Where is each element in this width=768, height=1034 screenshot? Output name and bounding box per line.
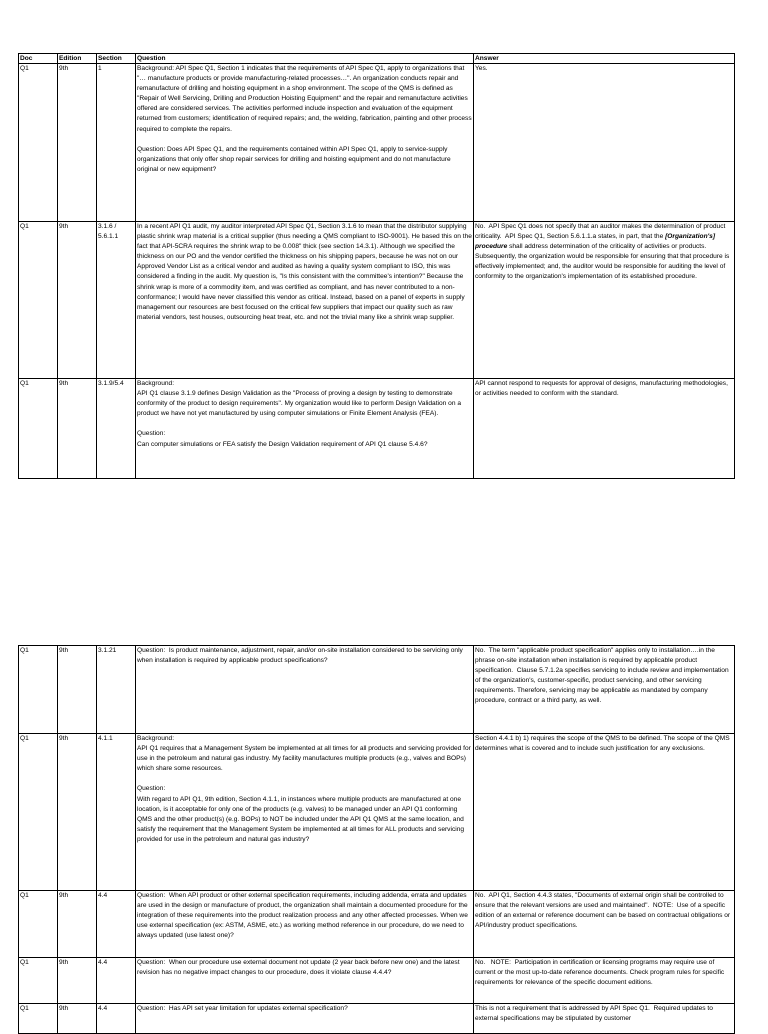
cell-question: Background: API Spec Q1, Section 1 indicates that the requirements of API Spec Q1, apply to organizations that "… manufacture products or provide manufacturing-related processes…". An organization conducts repair and remanufacture of drilling and hoisting equipment in a shop environment. The scope of the QMS is defined as "Repair of Well Servicing, Drilling and Production Hoisting Equipment" and the repair and remanufacture activities offered are considered services. The activities performed include inspection and evaluation of the equipment returned from customers; identification of required repairs; and, the welding, fabrication, painting and other process required to complete the repairs. Question: Does API Spec Q1, and the requirements contained within API Spec Q1, apply to service-supply organizations that only offer shop repair services for drilling and hoisting equipment and do not manufacture original or new equipment? — [136, 64, 474, 222]
cell-answer — [474, 222, 735, 379]
cell-section: 4.1.1 — [97, 734, 136, 891]
cell-edition: 9th — [58, 379, 97, 479]
cell-edition: 9th — [58, 958, 97, 1004]
cell-section: 3.1.6 / 5.6.1.1 — [97, 222, 136, 379]
cell-doc: Q1 — [19, 1004, 58, 1034]
cell-question: Background: API Q1 requires that a Management System be implemented at all times for all products and servicing provided for use in the petroleum and natural gas industry. My facility manufactures multiple products (e.g., valves and BOPs) which share some resources. Question: With regard to API Q1, 9th edition, Section 4.1.1, in instances where multiple products are manufactured at one location, is it acceptable for only one of the products (e.g. valves) to be managed under an API Q1 conforming QMS and the other product(s) (e.g. BOPs) to NOT be included under the API Q1 QMS at the same location, and satisfy the requirement that the Management System be implemented at all times for ALL products and servicing provided for use in the petroleum and natural gas industry? — [136, 734, 474, 891]
cell-answer: Yes. — [474, 64, 735, 222]
table-row — [19, 379, 735, 479]
cell-doc: Q1 — [19, 64, 58, 222]
cell-section: 4.4 — [97, 958, 136, 1004]
cell-doc: Q1 — [19, 646, 58, 734]
cell-section: 1 — [97, 64, 136, 222]
qa-table-top — [18, 53, 735, 479]
cell-edition: 9th — [58, 1004, 97, 1034]
table-row — [19, 222, 735, 379]
cell-question: Question: Has API set year limitation for updates external specification? — [136, 1004, 474, 1034]
cell-answer: This is not a requirement that is addressed by API Spec Q1. Required updates to external specifications may be stipulated by customer — [474, 1004, 735, 1034]
answer-text-1: No. API Spec Q1 does not specify that an auditor makes the determination of product criticality. API Spec Q1, Section 5.6.1.1.a states, in part, that the — [475, 223, 728, 241]
cell-edition: 9th — [58, 646, 97, 734]
cell-section: 3.1.9/5.4 — [97, 379, 136, 479]
cell-section: 4.4 — [97, 1004, 136, 1034]
cell-question: Question: Is product maintenance, adjustment, repair, and/or on-site installation considered to be servicing only when installation is required by applicable product specifications? — [136, 646, 474, 734]
cell-doc: Q1 — [19, 222, 58, 379]
cell-edition: 9th — [58, 891, 97, 958]
header-edition: Edition — [58, 54, 97, 64]
cell-edition: 9th — [58, 734, 97, 891]
header-section: Section — [97, 54, 136, 64]
cell-doc: Q1 — [19, 379, 58, 479]
answer-emphasis: [Organization's] procedure — [475, 233, 717, 251]
cell-section: 3.1.21 — [97, 646, 136, 734]
cell-edition: 9th — [58, 222, 97, 379]
cell-question: Question: When our procedure use external document not update (2 year back before new one) and the latest revision has no negative impact changes to our procedure, does it violate clause 4.4.4? — [136, 958, 474, 1004]
cell-doc: Q1 — [19, 891, 58, 958]
cell-question: Background: API Q1 clause 3.1.9 defines Design Validation as the "Process of proving a design by testing to demonstrate conformity of the product to design requirements". My organization would like to perform Design Validation on a product we have not yet manufactured by using computer simulations or Finite Element Analysis (FEA). Question: Can computer simulations or FEA satisfy the Design Validation requirement of API Q1 clause 5.4.6? — [136, 379, 474, 479]
header-doc: Doc — [19, 54, 58, 64]
cell-answer: Section 4.4.1 b) 1) requires the scope of the QMS to be defined. The scope of the QMS determines what is covered and to include such justification for any exclusions. — [474, 734, 735, 891]
cell-answer: No. NOTE: Participation in certification or licensing programs may require use of current or the most up-to-date reference documents. Check program rules for specific requirements for relevance of the specific document editions. — [474, 958, 735, 1004]
table-header-row — [19, 54, 735, 64]
cell-doc: Q1 — [19, 958, 58, 1004]
table-row — [19, 64, 735, 222]
cell-answer: No. The term "applicable product specification" applies only to installation….in the phrase on-site installation when installation is required by applicable product specification. Clause 5.7.1.2a specifies servicing to include review and implementation of the organization's, customer-specific, product servicing, and other servicing requirements. Therefore, servicing may be applicable as mandated by company procedure, contract or a third party, as well. — [474, 646, 735, 734]
cell-question: In a recent API Q1 audit, my auditor interpreted API Spec Q1, Section 3.1.6 to mean that the distributor supplying plastic shrink wrap material is a critical supplier (thus needing a QMS compliant to ISO-9001). He based this on the fact that API-5CRA requires the shrink wrap to be 0.008" thick (see section 14.3.1). Although we specified the thickness on our PO and the vendor certified the thickness on his shipping papers, because he was not on our Approved Vendor List as a critical vendor and audited as having a quality system compliant to ISO, this was considered a finding in the audit. My question is, "Is this consistent with the committee's intention?" Because the shrink wrap is more of a commodity item, and was certified as compliant, and has never contributed to a non-conformance; I would have never classified this vendor as critical. Instead, based on a panel of experts in supply management our resources are best focused on the critical few suppliers that impact our quality such as raw material vendors, test houses, outsourcing heat treat, etc. and not the trivial many like a shrink wrap supplier. — [136, 222, 474, 379]
table-row — [19, 891, 735, 958]
header-question: Question — [136, 54, 474, 64]
answer-text-2: shall address determination of the criticality of activities or products. Subsequently, the organization would be responsible for ensuring that that procedure is effectively implemented; and, the auditor would be responsible for auditing the level of conformity to the organization's implementation of its established procedure. — [475, 243, 732, 281]
qa-table-bottom — [18, 645, 735, 1034]
table-row — [19, 1004, 735, 1034]
cell-edition: 9th — [58, 64, 97, 222]
cell-answer: API cannot respond to requests for approval of designs, manufacturing methodologies, or activities needed to conform with the standard. — [474, 379, 735, 479]
cell-answer: No. API Q1, Section 4.4.3 states, "Documents of external origin shall be controlled to ensure that the relevant versions are used and maintained". NOTE: Use of a specific edition of an external or reference document can be based on contractual obligations or API/industry product specifications. — [474, 891, 735, 958]
table-row — [19, 734, 735, 891]
cell-doc: Q1 — [19, 734, 58, 891]
table-row — [19, 958, 735, 1004]
table-row — [19, 646, 735, 734]
cell-question: Question: When API product or other external specification requirements, including addenda, errata and updates are used in the design or manufacture of product, the organization shall maintain a documented procedure for the integration of these requirements into the product realization process and any other affected processes. When we use external specification (ex: ASTM, ASME, etc.) as working method reference in our procedure, do we need to always updated (use latest one)? — [136, 891, 474, 958]
cell-section: 4.4 — [97, 891, 136, 958]
header-answer: Answer — [474, 54, 735, 64]
